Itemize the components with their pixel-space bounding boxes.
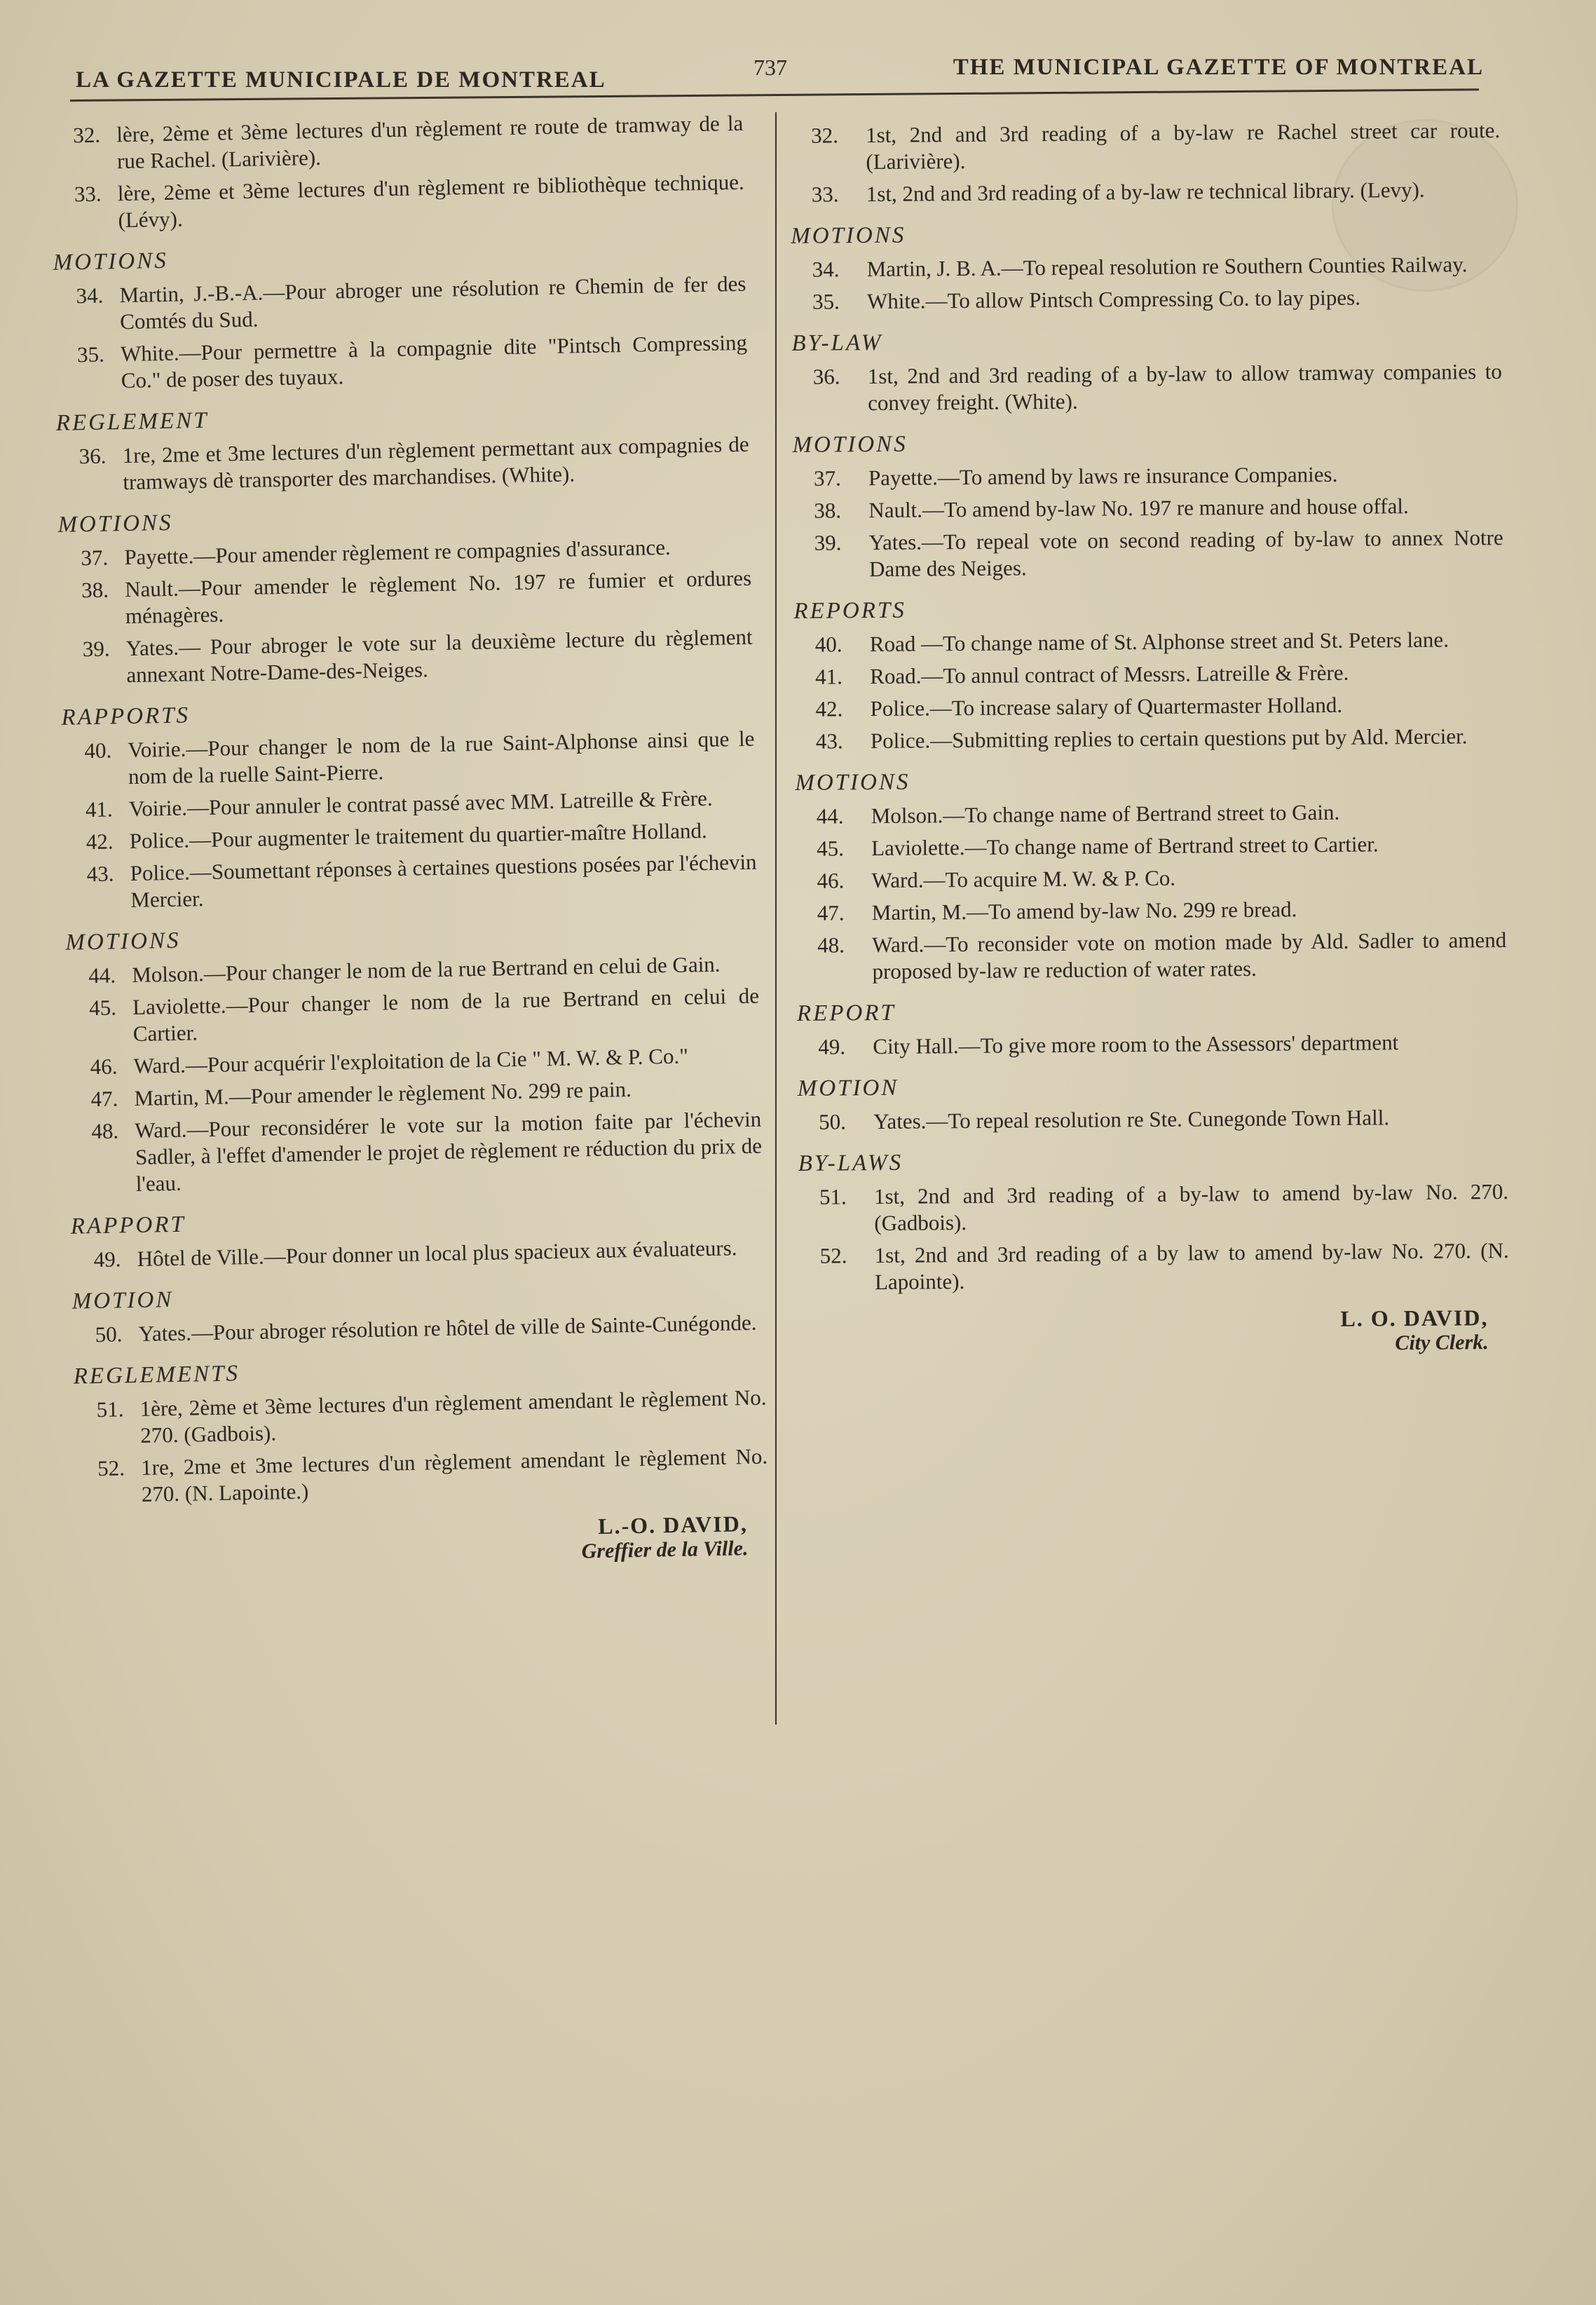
agenda-section: [796, 1070, 1522, 1136]
english-sections: [789, 117, 1523, 1296]
item-text: Molson.—To change name of Bertrand street to Gain.: [871, 799, 1340, 829]
agenda-section: [71, 1351, 782, 1509]
item-number: 46.: [817, 868, 845, 893]
agenda-item: [58, 623, 767, 689]
agenda-item: [798, 1237, 1524, 1296]
agenda-item: [795, 895, 1520, 927]
item-number: 40.: [814, 632, 843, 657]
header-left-title: LA GAZETTE MUNICIPALE DE MONTREAL: [76, 67, 606, 93]
item-number: 46.: [90, 1054, 118, 1080]
section-heading: MOTION: [797, 1075, 899, 1101]
agenda-item: [57, 564, 766, 630]
item-text: Ward.—To reconsider vote on motion made by Ald. Sadler to amend proposed by-law re reduction of water rates.: [872, 927, 1507, 984]
agenda-section: [51, 237, 762, 395]
agenda-item: [793, 723, 1519, 755]
agenda-section: [56, 499, 767, 689]
item-number: 45.: [88, 995, 117, 1021]
item-number: 42.: [815, 696, 843, 721]
section-heading: REPORT: [796, 1000, 896, 1026]
agenda-section: [49, 109, 759, 234]
agenda-section: [790, 325, 1516, 417]
item-number: 37.: [81, 545, 109, 571]
section-heading: MOTIONS: [65, 927, 181, 956]
agenda-item: [71, 1309, 779, 1349]
agenda-item: [60, 725, 769, 791]
item-text: Police.—Pour augmenter le traitement du quartier-maître Holland.: [129, 817, 708, 854]
item-text: 1st, 2nd and 3rd reading of a by law to amend by-law No. 270. (N. Lapointe).: [874, 1237, 1509, 1295]
agenda-item: [793, 626, 1518, 658]
item-text: lère, 2ème et 3ème lectures d'un règlement re bibliothèque technique. (Lévy).: [117, 169, 745, 233]
agenda-item: [789, 117, 1515, 176]
english-signature: [798, 1305, 1524, 1360]
item-number: 32.: [73, 122, 101, 148]
english-signature-title: City Clerk.: [1395, 1331, 1489, 1355]
item-text: 1st, 2nd and 3rd reading of a by-law to amend by-law No. 270. (Gadbois).: [873, 1178, 1509, 1236]
agenda-item: [789, 176, 1515, 208]
agenda-section: [793, 765, 1520, 986]
agenda-item: [791, 460, 1517, 492]
agenda-section: [70, 1276, 779, 1348]
item-number: 36.: [812, 364, 840, 389]
item-text: Payette.—To amend by laws re insurance Companies.: [868, 461, 1338, 491]
page-number: 737: [753, 55, 787, 80]
agenda-item: [74, 1443, 782, 1509]
item-number: 36.: [79, 443, 107, 469]
item-text: Yates.—Pour abroger résolution re hôtel de ville de Sainte-Cunégonde.: [138, 1310, 757, 1346]
english-signature-name: L. O. DAVID,: [1340, 1305, 1489, 1331]
item-text: 1st, 2nd and 3rd reading of a by-law re Rachel street car route. (Larivière).: [866, 118, 1501, 175]
agenda-item: [53, 329, 762, 395]
agenda-item: [793, 658, 1518, 691]
item-number: 41.: [815, 664, 843, 689]
item-number: 43.: [815, 728, 843, 754]
section-heading: MOTIONS: [57, 510, 173, 538]
agenda-item: [52, 270, 761, 336]
item-text: 1st, 2nd and 3rd reading of a by-law re technical library. (Levy).: [866, 177, 1425, 207]
agenda-item: [794, 830, 1520, 862]
item-number: 41.: [85, 796, 114, 822]
french-signature-title: Greffier de la Ville.: [581, 1537, 749, 1563]
page-header: [70, 55, 1484, 104]
item-text: Police.—Soumettant réponses à certaines questions posées par l'échevin Mercier.: [130, 849, 757, 913]
french-signature-name: L.-O. DAVID,: [597, 1511, 749, 1539]
item-number: 33.: [74, 181, 102, 207]
agenda-item: [50, 168, 759, 234]
french-sections: [49, 109, 782, 1509]
item-number: 44.: [88, 963, 116, 988]
item-text: Voirie.—Pour annuler le contrat passé avec MM. Latreille & Frère.: [128, 785, 713, 822]
agenda-section: [789, 117, 1515, 208]
section-heading: MOTIONS: [791, 222, 906, 249]
agenda-section: [791, 427, 1517, 583]
item-number: 50.: [819, 1109, 847, 1134]
item-text: Molson.—Pour changer le nom de la rue Bertrand en celui de Gain.: [131, 951, 721, 988]
item-text: Martin, M.—Pour amender le règlement No. 299 re pain.: [134, 1077, 632, 1111]
item-number: 47.: [90, 1086, 118, 1112]
item-number: 34.: [76, 283, 104, 308]
agenda-item: [791, 492, 1517, 524]
item-text: Martin, J.-B.-A.—Pour abroger une résolution re Chemin de fer des Comtés du Sud.: [119, 271, 746, 334]
item-text: 1ère, 2ème et 3ème lectures d'un règlement amendant le règlement No. 270. (Gadbois).: [139, 1385, 767, 1448]
agenda-item: [67, 1106, 777, 1198]
item-number: 49.: [818, 1034, 846, 1059]
item-text: 1re, 2me et 3me lectures d'un règlement amendant le règlement No. 270. (N. Lapointe.): [140, 1443, 768, 1507]
english-column: [789, 117, 1524, 1360]
item-number: 48.: [91, 1118, 119, 1144]
agenda-item: [792, 524, 1518, 583]
agenda-item: [69, 1234, 778, 1274]
agenda-section: [792, 593, 1519, 755]
item-number: 35.: [76, 341, 105, 367]
item-number: 43.: [86, 861, 114, 887]
section-heading: MOTIONS: [792, 431, 908, 458]
item-text: Road.—To annul contract of Messrs. Latreille & Frère.: [870, 660, 1349, 689]
item-text: Yates.—To repeal resolution re Ste. Cunegonde Town Hall.: [873, 1105, 1390, 1134]
item-number: 39.: [82, 636, 110, 662]
section-heading: BY-LAW: [791, 329, 883, 356]
item-text: Payette.—Pour amender règlement re compagnies d'assurance.: [124, 534, 671, 570]
section-heading: RAPPORT: [70, 1211, 186, 1239]
item-number: 50.: [95, 1321, 123, 1347]
item-number: 34.: [812, 257, 840, 282]
item-number: 35.: [812, 289, 840, 314]
agenda-section: [797, 1145, 1524, 1296]
item-text: City Hall.—To give more room to the Assessors' department: [873, 1030, 1399, 1059]
agenda-item: [793, 691, 1518, 723]
section-heading: REGLEMENTS: [73, 1361, 240, 1389]
item-text: Nault.—Pour amender le règlement No. 197 re fumier et ordures ménagères.: [124, 565, 752, 629]
french-column: [49, 109, 784, 1572]
item-number: 52.: [819, 1243, 847, 1268]
section-heading: BY-LAWS: [798, 1150, 903, 1176]
item-text: Hôtel de Ville.—Pour donner un local plus spacieux aux évaluateurs.: [137, 1235, 737, 1271]
agenda-section: [789, 218, 1515, 315]
item-text: Ward.—Pour reconsidérer le vote sur la motion faite par l'échevin Sadler, à l'effet d'amender le projet de règlement re réduction du prix de l'eau.: [135, 1106, 763, 1196]
item-text: Martin, M.—To amend by-law No. 299 re bread.: [871, 897, 1297, 925]
agenda-item: [55, 430, 763, 496]
item-number: 39.: [814, 530, 842, 555]
french-signature: [75, 1510, 784, 1572]
item-number: 51.: [96, 1396, 124, 1422]
item-text: White.—Pour permettre à la compagnie dite "Pintsch Compressing Co." de poser des tuyaux.: [120, 329, 748, 393]
agenda-section: [64, 917, 777, 1198]
item-text: Voirie.—Pour changer le nom de la rue Saint-Alphonse ainsi que le nom de la ruelle Saint-Pierre.: [128, 726, 755, 789]
item-text: 1st, 2nd and 3rd reading of a by-law to allow tramway companies to convey freight. (White).: [867, 359, 1502, 416]
item-number: 38.: [81, 577, 109, 603]
item-text: Ward.—Pour acquérir l'exploitation de la Cie " M. W. & P. Co.": [133, 1043, 689, 1079]
agenda-item: [796, 1103, 1522, 1136]
agenda-item: [62, 848, 771, 914]
item-text: Laviolette.—Pour changer le nom de la rue Bertrand en celui de Cartier.: [132, 983, 760, 1047]
section-heading: REGLEMENT: [55, 407, 209, 436]
agenda-item: [797, 1178, 1523, 1237]
item-text: Police.—To increase salary of Quartermaster Holland.: [870, 692, 1343, 721]
agenda-item: [790, 283, 1515, 315]
agenda-section: [60, 692, 771, 914]
agenda-item: [65, 982, 774, 1048]
agenda-section: [55, 397, 764, 496]
section-heading: MOTIONS: [795, 769, 910, 796]
agenda-item: [72, 1384, 781, 1450]
agenda-item: [49, 109, 758, 175]
item-text: 1re, 2me et 3me lectures d'un règlement permettant aux compagnies de tramways dè transporter des marchandises. (White).: [122, 431, 749, 495]
agenda-section: [796, 995, 1522, 1061]
section-heading: RAPPORTS: [61, 702, 191, 730]
agenda-item: [791, 358, 1517, 417]
item-number: 49.: [93, 1246, 121, 1272]
section-heading: MOTIONS: [53, 247, 168, 276]
item-number: 38.: [814, 498, 842, 523]
agenda-section: [69, 1201, 778, 1273]
item-text: Laviolette.—To change name of Bertrand street to Cartier.: [871, 831, 1379, 861]
item-number: 44.: [816, 803, 844, 829]
item-number: 33.: [811, 182, 839, 207]
agenda-item: [794, 798, 1520, 830]
item-text: Yates.— Pour abroger le vote sur la deuxième lecture du règlement annexant Notre-Dame-des-Neiges.: [125, 624, 753, 688]
item-number: 47.: [817, 900, 845, 925]
item-text: Ward.—To acquire M. W. & P. Co.: [871, 865, 1176, 893]
item-number: 52.: [97, 1455, 125, 1481]
agenda-item: [795, 927, 1521, 986]
section-heading: REPORTS: [793, 597, 906, 624]
item-number: 51.: [819, 1184, 847, 1209]
item-text: lère, 2ème et 3ème lectures d'un règlement re route de tramway de la rue Rachel. (Larivière).: [116, 110, 744, 174]
item-number: 42.: [86, 829, 114, 855]
item-text: Road —To change name of St. Alphonse street and St. Peters lane.: [869, 627, 1450, 657]
item-text: Yates.—To repeal vote on second reading of by-law to annex Notre Dame des Neiges.: [868, 525, 1503, 582]
agenda-item: [796, 1028, 1521, 1061]
section-heading: MOTION: [71, 1287, 174, 1314]
agenda-item: [790, 251, 1515, 283]
item-text: Martin, J. B. A.—To repeal resolution re Southern Counties Railway.: [866, 252, 1468, 282]
item-number: 37.: [813, 465, 841, 491]
item-number: 48.: [817, 932, 845, 958]
item-text: White.—To allow Pintsch Compressing Co. to lay pipes.: [866, 285, 1361, 314]
item-number: 32.: [811, 123, 839, 148]
agenda-item: [794, 862, 1520, 895]
item-number: 45.: [816, 836, 845, 861]
item-text: Police.—Submitting replies to certain questions put by Ald. Mercier.: [870, 723, 1468, 754]
item-text: Nault.—To amend by-law No. 197 re manure and house offal.: [868, 494, 1409, 523]
item-number: 40.: [84, 737, 112, 763]
header-right-title: THE MUNICIPAL GAZETTE OF MONTREAL: [953, 55, 1484, 80]
